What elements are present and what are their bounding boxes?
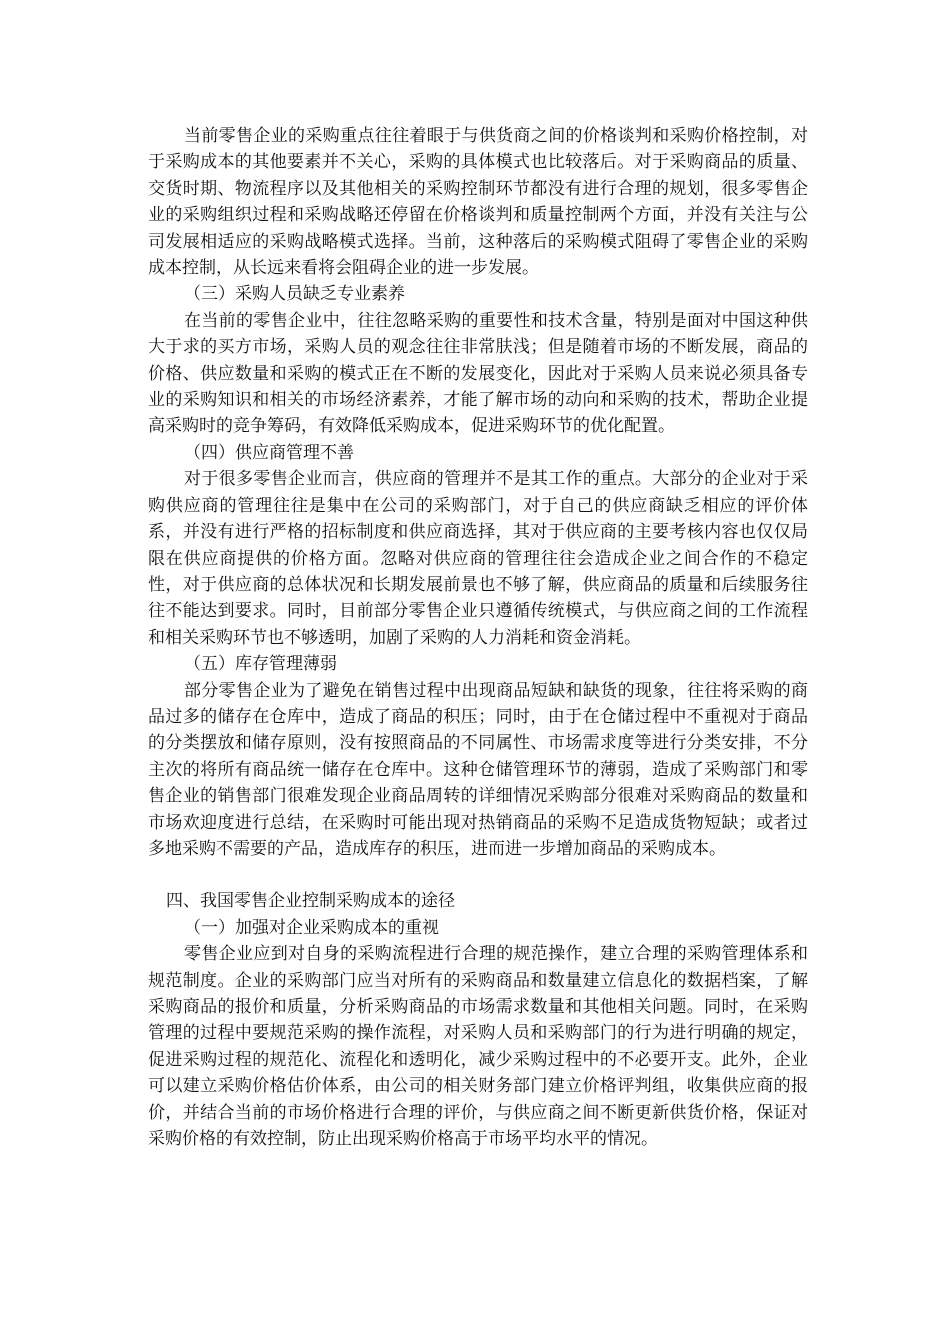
section-4-heading: 四、我国零售企业控制采购成本的途径 [166,891,455,912]
subsection-4-paragraph: 对于很多零售企业而言，供应商的管理并不是其工作的重点。大部分的企业对于采购供应商的管理往往是集中在公司的采购部门，对于自己的供应商缺乏相应的评价体系，并没有进行严格的招标制度和供应商选择，其对于供应商的主要考核内容也仅仅局限在供应商提供的价格方面。忽略对供应商的管理往往会造成企业之间合作的不稳定性，对于供应商的总体状况和长期发展前景也不够了解，供应商品的质量和后续服务往往不能达到要求。同时，目前部分零售企业只遵循传统模式，与供应商之间的工作流程和相关采购环节也不够透明，加剧了采购的人力消耗和资金消耗。 [148,469,808,648]
subsection-3-paragraph: 在当前的零售企业中，往往忽略采购的重要性和技术含量，特别是面对中国这种供大于求的买方市场，采购人员的观念往往非常肤浅；但是随着市场的不断发展，商品的价格、供应数量和采购的模式正在不断的发展变化，因此对于采购人员来说必须具备专业的采购知识和相关的市场经济素养，才能了解市场的动向和采购的技术，帮助企业提高采购时的竞争筹码，有效降低采购成本，促进采购环节的优化配置。 [148,310,808,437]
subsection-5-heading: （五）库存管理薄弱 [184,654,337,675]
intro-paragraph: 当前零售企业的采购重点往往着眼于与供货商之间的价格谈判和采购价格控制，对于采购成本的其他要素并不关心，采购的具体模式也比较落后。对于采购商品的质量、交货时期、物流程序以及其他相关的采购控制环节都没有进行合理的规划，很多零售企业的采购组织过程和采购战略还停留在价格谈判和质量控制两个方面，并没有关注与公司发展相适应的采购战略模式选择。当前，这种落后的采购模式阻碍了零售企业的采购成本控制，从长远来看将会阻碍企业的进一步发展。 [148,126,808,279]
subsection-4-heading: （四）供应商管理不善 [184,442,354,463]
subsection-5-paragraph: 部分零售企业为了避免在销售过程中出现商品短缺和缺货的现象，往往将采购的商品过多的储存在仓库中，造成了商品的积压；同时，由于在仓储过程中不重视对于商品的分类摆放和储存原则，没有按照商品的不同属性、市场需求度等进行分类安排，不分主次的将所有商品统一储存在仓库中。这种仓储管理环节的薄弱，造成了采购部门和零售企业的销售部门很难发现企业商品周转的详细情况采购部分很难对采购商品的数量和市场欢迎度进行总结，在采购时可能出现对热销商品的采购不足造成货物短缺；或者过多地采购不需要的产品，造成库存的积压，进而进一步增加商品的采购成本。 [148,680,808,859]
document-page [148,123,808,1152]
subsection-3-heading: （三）采购人员缺乏专业素养 [184,284,405,305]
section-4-subsection-1-heading: （一）加强对企业采购成本的重视 [184,917,439,938]
section-4-subsection-1-paragraph: 零售企业应到对自身的采购流程进行合理的规范操作，建立合理的采购管理体系和规范制度。企业的采购部门应当对所有的采购商品和数量建立信息化的数据档案，了解采购商品的报价和质量，分析采购商品的市场需求数量和其他相关问题。同时，在采购管理的过程中要规范采购的操作流程，对采购人员和采购部门的行为进行明确的规定，促进采购过程的规范化、流程化和透明化，减少采购过程中的不必要开支。此外，企业可以建立采购价格估价体系，由公司的相关财务部门建立价格评判组，收集供应商的报价，并结合当前的市场价格进行合理的评价，与供应商之间不断更新供货价格，保证对采购价格的有效控制，防止出现采购价格高于市场平均水平的情况。 [148,944,808,1150]
